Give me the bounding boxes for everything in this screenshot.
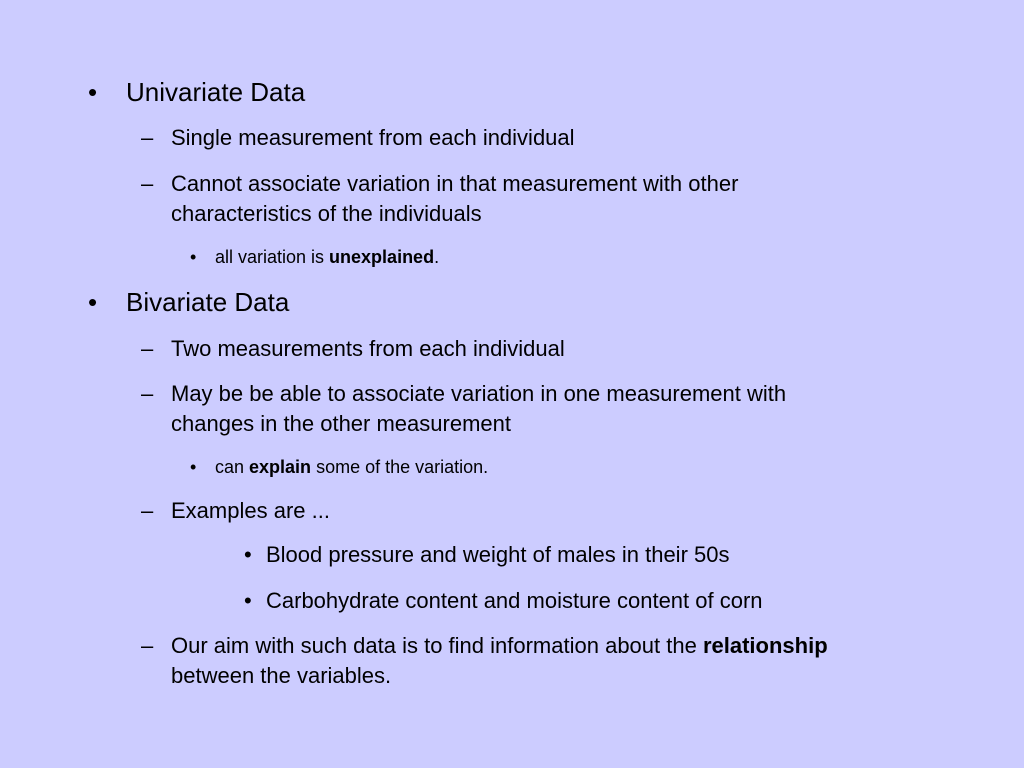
dash-icon: – [141,171,154,196]
dash-icon: – [141,125,154,150]
dash-icon: – [141,498,154,523]
subpoint-pre: can [215,457,250,477]
aim-text-continued: between the variables. [171,663,392,688]
bullet-icon: • [88,287,98,317]
point-text: Single measurement from each individual [171,125,575,150]
dash-icon: – [141,336,154,361]
bullet-icon: • [244,542,252,567]
small-bullet-icon: • [190,247,197,267]
keyword-explain: explain [249,457,312,477]
point-text: Cannot associate variation in that measurement with other [171,171,739,196]
point-text: May be be able to associate variation in one measurement with [171,381,787,406]
subpoint-post: . [434,247,440,267]
examples-label: Examples are ... [171,498,330,523]
subpoint-post: some of the variation. [311,457,489,477]
point-text-continued: characteristics of the individuals [171,201,482,226]
subpoint-text [215,246,439,268]
subpoint-text [215,456,488,478]
aim-pre: Our aim with such data is to find information about the [171,633,703,658]
bullet-icon: • [244,588,252,613]
dash-icon: – [141,381,154,406]
bullet-icon: • [88,77,98,107]
dash-icon: – [141,633,154,658]
heading-univariate: Univariate Data [126,77,306,107]
point-text-continued: changes in the other measurement [171,411,511,436]
example-text: Carbohydrate content and moisture content of corn [266,588,763,613]
subpoint-pre: all variation is [215,247,330,267]
aim-text [171,631,828,661]
keyword-relationship: relationship [702,633,828,658]
small-bullet-icon: • [190,457,197,477]
keyword-unexplained: unexplained [329,247,435,267]
example-text: Blood pressure and weight of males in their 50s [266,542,730,567]
point-text: Two measurements from each individual [171,336,565,361]
heading-bivariate: Bivariate Data [126,287,290,317]
